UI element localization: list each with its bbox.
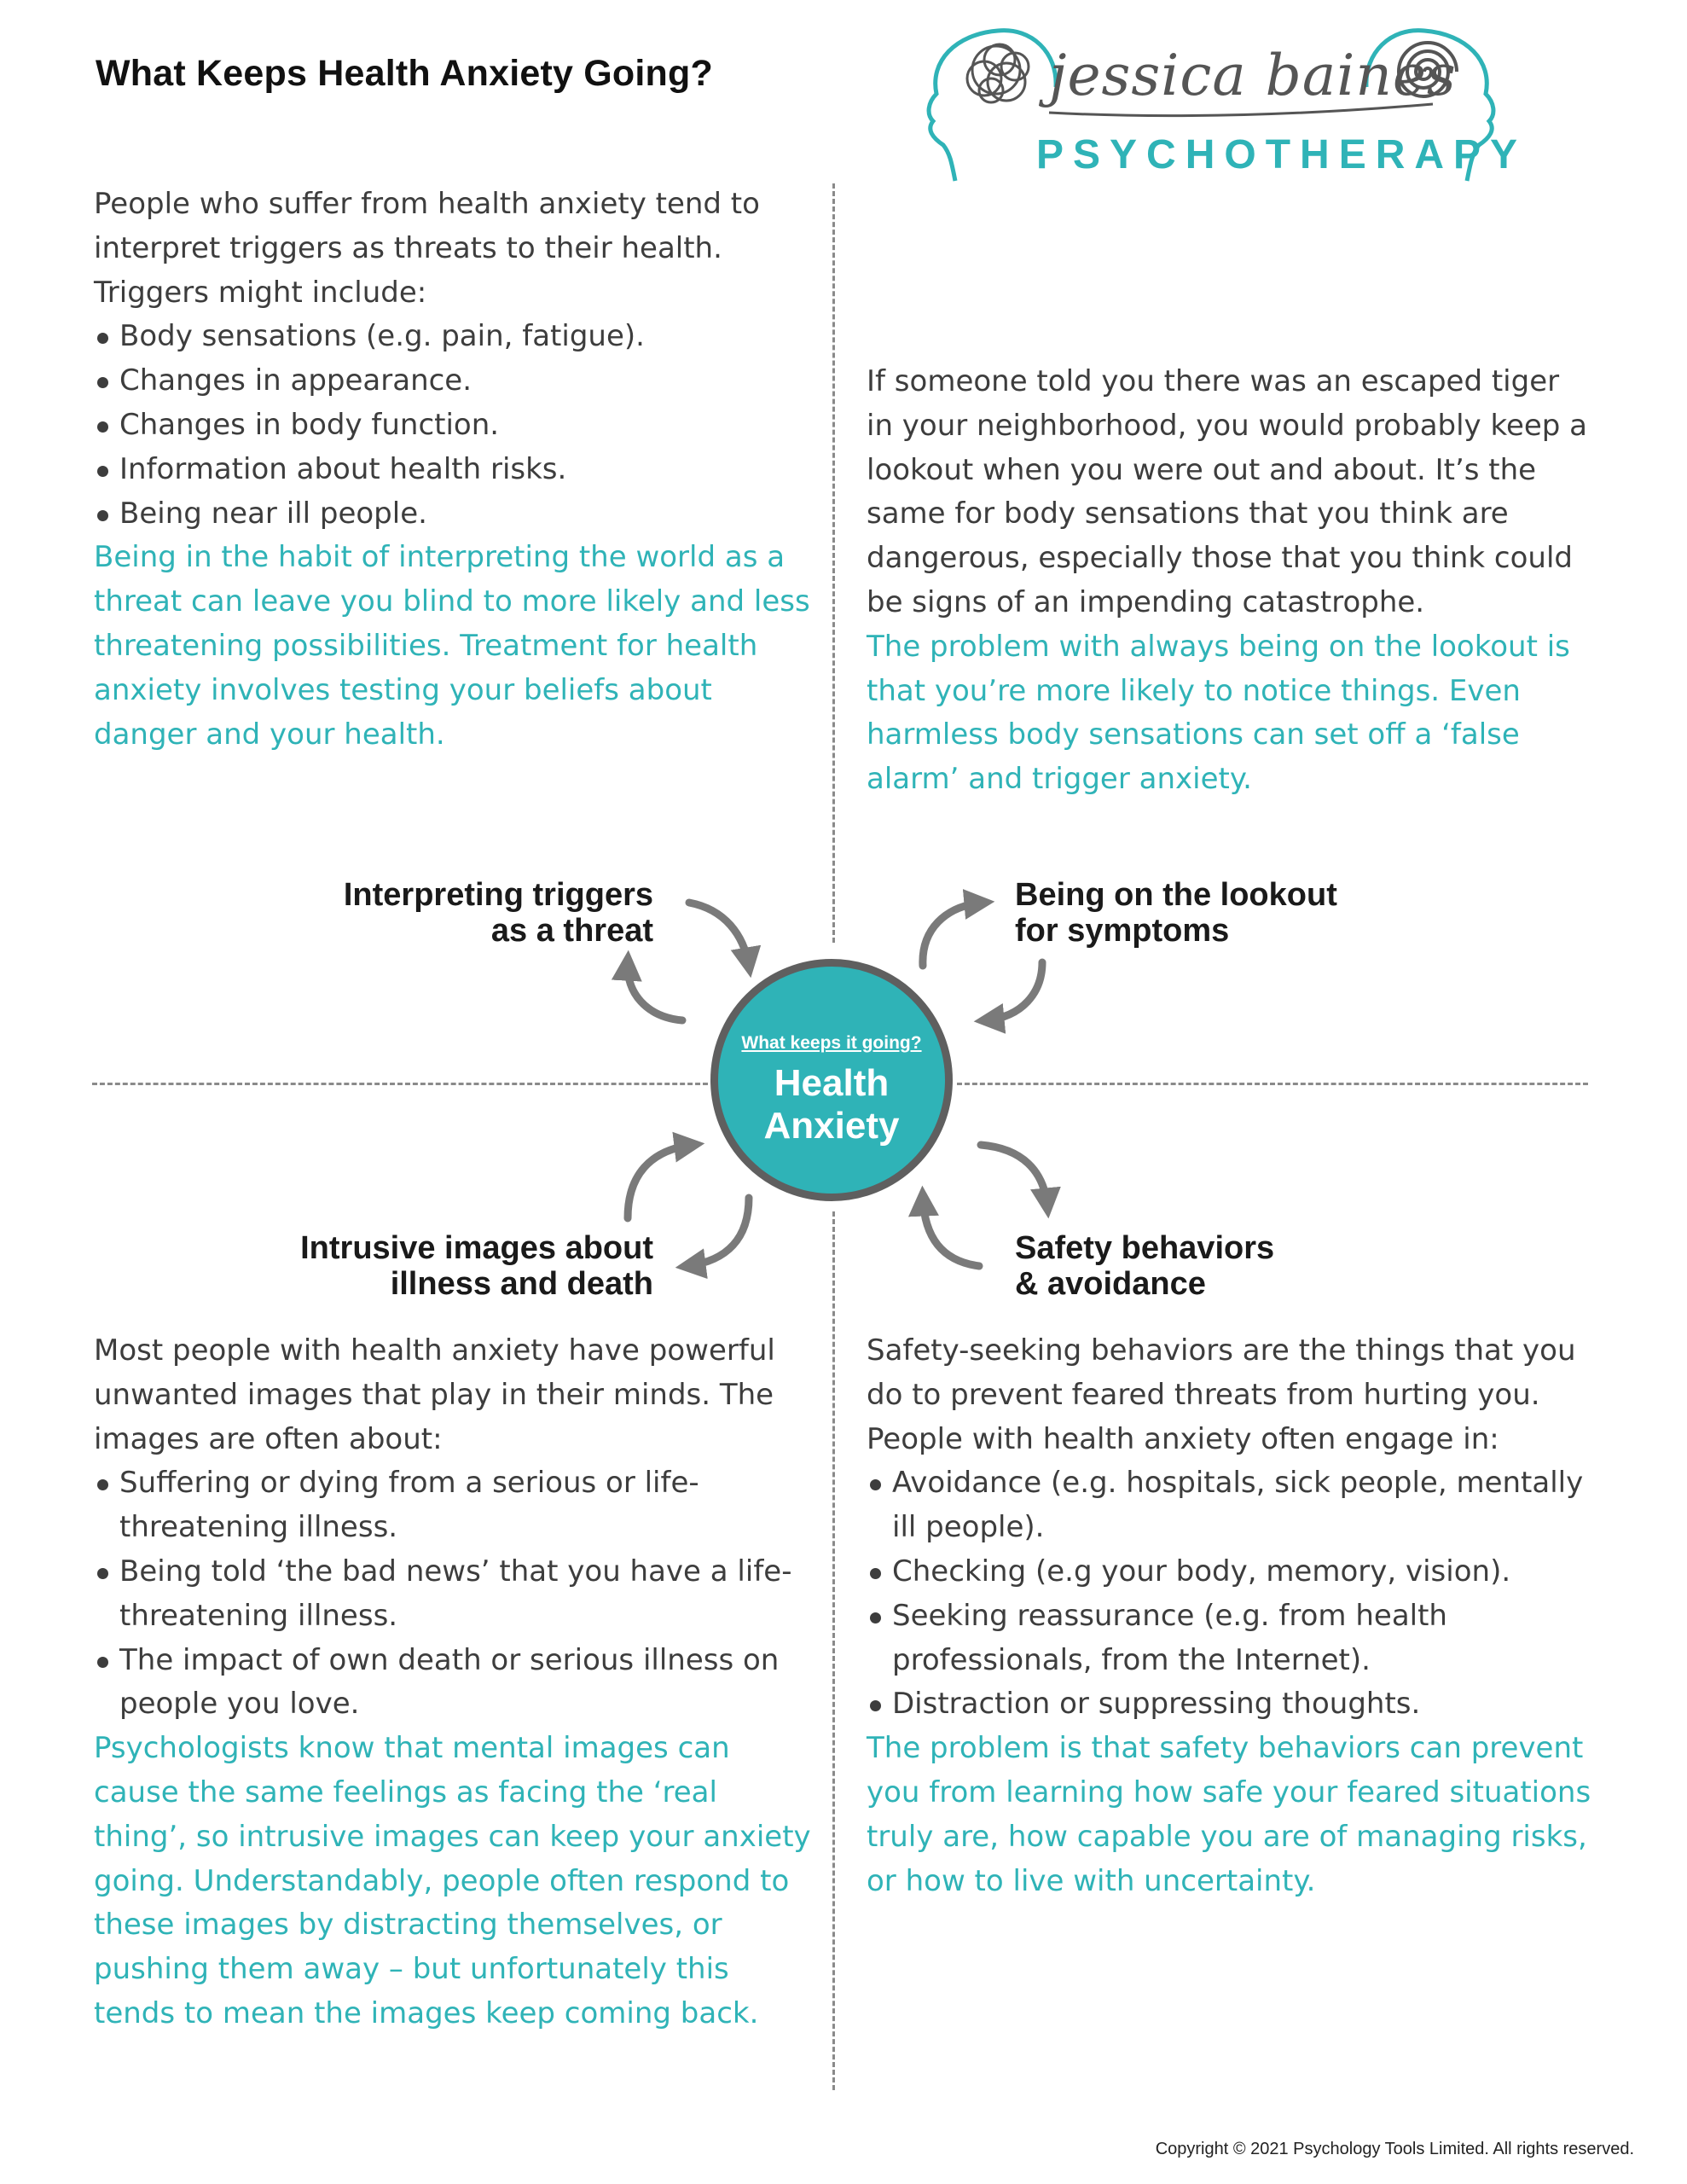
bottom-right-intro: Safety-seeking behaviors are the things that you do to prevent feared threats from hurting you. People with health anxiety often engage in: [867,1333,1576,1456]
arrow-bottom-right-in [923,1198,979,1266]
label-line: & avoidance [1015,1266,1206,1302]
logo-subtitle: PSYCHOTHERAPY [1036,132,1528,177]
arrow-bottom-left-in [687,1198,749,1266]
list-item: Information about health risks. [94,448,819,492]
list-item: Being told ‘the bad news’ that you have a life-threatening illness. [94,1550,819,1639]
arrow-bottom-right-out [981,1145,1047,1206]
top-left-intro: People who suffer from health anxiety tend to interpret triggers as threats to their health. Triggers might include: [94,187,760,310]
bottom-left-highlight: Psychologists know that mental images can cause the same feelings as facing the ‘real thing’, so intrusive images can keep your anxiety going. Understandably, people often respond to these images by distracting themselves, or pushing them away – but unfortunately this tends to mean the images keep coming back. [94,1731,811,2030]
list-item: Seeking reassurance (e.g. from health professionals, from the Internet). [867,1594,1591,1683]
circle-subtitle: What keeps it going? [741,1033,922,1053]
label-line: as a threat [490,913,653,949]
list-item: Distraction or suppressing thoughts. [867,1682,1591,1727]
arrow-top-left-in [689,903,749,966]
bottom-left-intro: Most people with health anxiety have powerful unwanted images that play in their minds. The images are often about: [94,1333,775,1456]
circle-title-line: Health [774,1062,890,1104]
list-item: Changes in body function. [94,404,819,448]
label-line: illness and death [390,1266,653,1302]
list-item: Body sensations (e.g. pain, fatigue). [94,315,819,359]
arrow-bottom-left-out [628,1145,693,1218]
bottom-right-highlight: The problem is that safety behaviors can prevent you from learning how safe your feared situations truly are, how capable you are of managing risks, or how to live with uncertainty. [867,1731,1591,1898]
circle-title [718,1062,945,1147]
label-line: for symptoms [1015,913,1230,949]
list-item: Checking (e.g your body, memory, vision). [867,1550,1591,1594]
arrow-top-right-out [923,903,983,966]
arrow-top-left-out [628,962,682,1020]
health-anxiety-circle [710,959,953,1201]
arrow-top-right-in [986,962,1042,1020]
top-left-highlight: Being in the habit of interpreting the world as a threat can leave you blind to more likely and less threatening possibilities. Treatment for health anxiety involves testing your beliefs about danger and your health. [94,540,810,752]
circle-title-line: Anxiety [763,1105,900,1147]
logo-name: jessica baines [1049,43,1457,108]
top-right-highlight: The problem with always being on the lookout is that you’re more likely to notice things. Even harmless body sensations can set off a ‘false alarm’ and trigger anxiety. [867,629,1570,797]
list-item: Being near ill people. [94,492,819,537]
top-right-intro: If someone told you there was an escaped tiger in your neighborhood, you would probably keep a lookout when you were out and about. It’s the same for body sensations that you think are dangerous, especially those that you think could be signs of an impending catastrophe. [867,364,1588,619]
copyright: Copyright © 2021 Psychology Tools Limited. All rights reserved. [1155,2140,1634,2158]
label-line: Safety behaviors [1015,1230,1275,1266]
list-item: Changes in appearance. [94,359,819,404]
page-title: What Keeps Health Anxiety Going? [96,53,713,94]
list-item: Avoidance (e.g. hospitals, sick people, mentally ill people). [867,1461,1591,1550]
list-item: The impact of own death or serious illness on people you love. [94,1639,819,1728]
label-line: Being on the lookout [1015,877,1337,913]
label-line: Interpreting triggers [343,877,653,913]
label-line: Intrusive images about [300,1230,653,1266]
list-item: Suffering or dying from a serious or life-threatening illness. [94,1461,819,1550]
